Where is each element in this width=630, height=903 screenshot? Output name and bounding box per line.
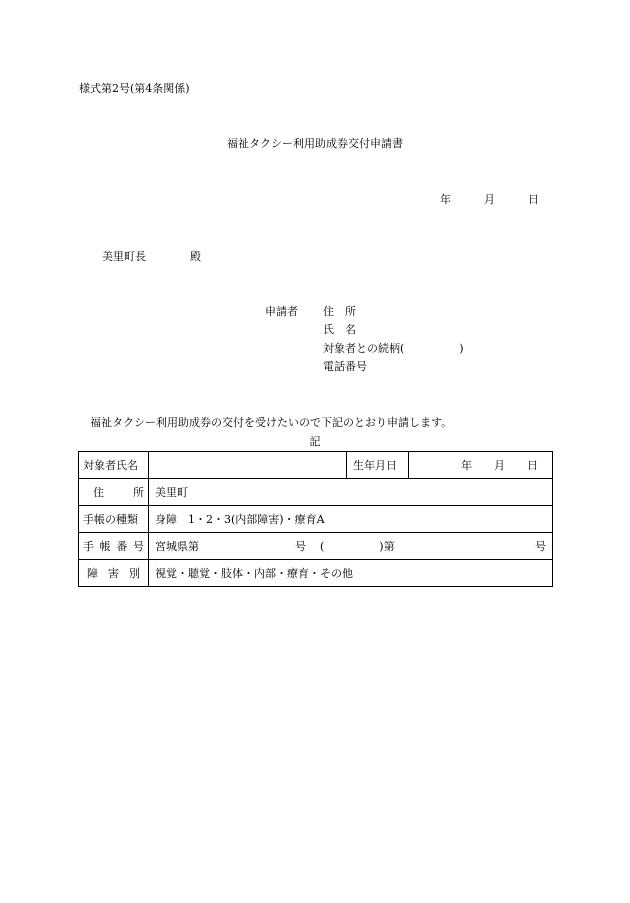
date-month: 月 bbox=[484, 193, 495, 206]
address-label: 住 所 bbox=[79, 479, 149, 506]
table-row-target-name bbox=[79, 452, 553, 479]
applicant-phone-label: 電話番号 bbox=[323, 360, 367, 373]
disability-type-label: 障 害 別 bbox=[79, 560, 149, 587]
birthdate-label: 生年月日 bbox=[347, 452, 409, 479]
notebook-type-value: 身障 1・2・3(内部障害)・療育A bbox=[149, 506, 553, 533]
table-row-notebook-number bbox=[79, 533, 553, 560]
notebook-type-label: 手帳の種類 bbox=[79, 506, 149, 533]
document-title: 福祉タクシー利用助成券交付申請書 bbox=[227, 137, 403, 150]
addressee-name: 美里町長 bbox=[102, 250, 146, 263]
ki-heading: 記 bbox=[309, 435, 321, 448]
applicant-label: 申請者 bbox=[265, 305, 298, 318]
table-row-notebook-type bbox=[79, 506, 553, 533]
birth-year: 年 bbox=[461, 458, 472, 472]
notebook-paren: ( )第 bbox=[320, 539, 395, 553]
notebook-number-label: 手 帳 番 号 bbox=[79, 533, 149, 560]
notebook-go-2: 号 bbox=[535, 539, 546, 553]
birth-month: 月 bbox=[494, 458, 505, 472]
notebook-number-value bbox=[149, 533, 553, 560]
birth-day: 日 bbox=[527, 458, 538, 472]
notebook-go-1: 号 bbox=[295, 539, 306, 553]
request-statement: 福祉タクシー利用助成券の交付を受けたいので下記のとおり申請します。 bbox=[90, 416, 453, 429]
target-name-value bbox=[149, 452, 347, 479]
address-value: 美里町 bbox=[149, 479, 553, 506]
table-row-disability-type bbox=[79, 560, 553, 587]
applicant-address-label: 住 所 bbox=[323, 305, 356, 318]
target-name-label: 対象者氏名 bbox=[79, 452, 149, 479]
table-row-address bbox=[79, 479, 553, 506]
addressee-honorific: 殿 bbox=[190, 250, 201, 263]
date-year: 年 bbox=[440, 193, 451, 206]
notebook-prefix: 宮城県第 bbox=[155, 539, 199, 553]
disability-type-value: 視覚・聴覚・肢体・内部・療育・その他 bbox=[149, 560, 553, 587]
form-number: 様式第2号(第4条関係) bbox=[79, 82, 190, 95]
applicant-name-label: 氏 名 bbox=[323, 323, 356, 336]
date-line bbox=[440, 194, 539, 205]
addressee bbox=[102, 251, 201, 262]
birthdate-value bbox=[409, 452, 553, 479]
date-day: 日 bbox=[528, 193, 539, 206]
detail-table bbox=[78, 451, 553, 587]
applicant-relation-label: 対象者との続柄( ) bbox=[323, 342, 464, 355]
